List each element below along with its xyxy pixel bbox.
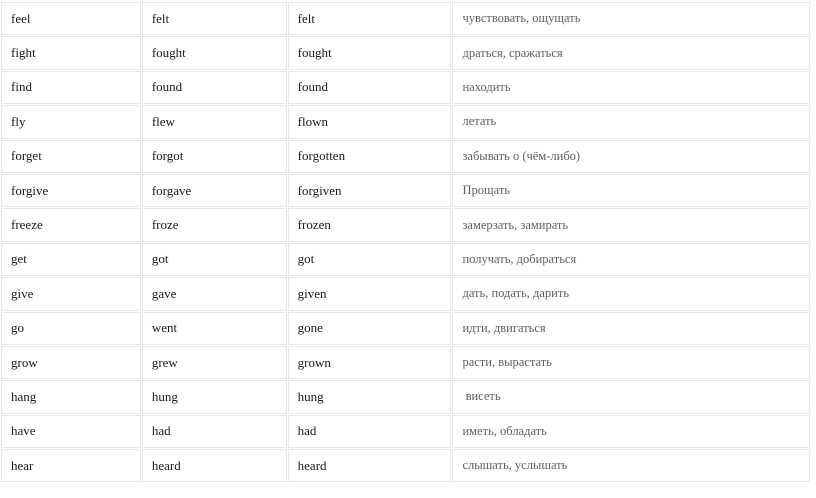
past-simple-cell: got [142,243,287,276]
translation-cell: получать, добираться [452,243,810,276]
past-simple-cell: forgave [142,174,287,207]
past-simple-cell: hung [142,380,287,413]
table-row [1,71,811,105]
translation-cell: находить [452,71,810,104]
table-row [1,312,811,346]
table-row [1,105,811,139]
base-form-cell: feel [1,2,141,35]
past-participle-cell: got [288,243,452,276]
base-form-cell: forget [1,140,141,173]
base-form-cell: forgive [1,174,141,207]
past-participle-cell: felt [288,2,452,35]
past-participle-cell: flown [288,105,452,138]
past-simple-cell: felt [142,2,287,35]
past-simple-cell: flew [142,105,287,138]
translation-cell: идти, двигаться [452,312,810,345]
table-row [1,277,811,311]
base-form-cell: grow [1,346,141,379]
base-form-cell: fly [1,105,141,138]
translation-cell: слышать, услышать [452,449,810,482]
base-form-cell: have [1,415,141,448]
table-row [1,2,811,36]
translation-cell: дать, подать, дарить [452,277,810,310]
past-simple-cell: found [142,71,287,104]
past-participle-cell: given [288,277,452,310]
translation-cell: чувствовать, ощущать [452,2,810,35]
past-simple-cell: froze [142,208,287,241]
past-simple-cell: heard [142,449,287,482]
past-simple-cell: had [142,415,287,448]
translation-cell: иметь, обладать [452,415,810,448]
past-participle-cell: grown [288,346,452,379]
base-form-cell: fight [1,36,141,69]
past-participle-cell: heard [288,449,452,482]
past-simple-cell: fought [142,36,287,69]
translation-cell: драться, сражаться [452,36,810,69]
past-participle-cell: forgotten [288,140,452,173]
table-row [1,140,811,174]
translation-cell: расти, вырастать [452,346,810,379]
past-simple-cell: grew [142,346,287,379]
past-simple-cell: gave [142,277,287,310]
past-participle-cell: fought [288,36,452,69]
translation-cell: Прощать [452,174,810,207]
past-participle-cell: gone [288,312,452,345]
past-participle-cell: found [288,71,452,104]
past-simple-cell: went [142,312,287,345]
table-row [1,243,811,277]
base-form-cell: freeze [1,208,141,241]
table-row [1,208,811,242]
irregular-verbs-table [1,2,811,483]
base-form-cell: give [1,277,141,310]
base-form-cell: get [1,243,141,276]
table-row [1,36,811,70]
table-row [1,449,811,483]
table-row [1,380,811,414]
base-form-cell: hang [1,380,141,413]
base-form-cell: go [1,312,141,345]
translation-cell: забывать о (чём-либо) [452,140,810,173]
past-participle-cell: hung [288,380,452,413]
table-row [1,174,811,208]
table-row [1,415,811,449]
base-form-cell: hear [1,449,141,482]
translation-cell: висеть [452,380,810,413]
past-participle-cell: frozen [288,208,452,241]
table-row [1,346,811,380]
base-form-cell: find [1,71,141,104]
past-participle-cell: forgiven [288,174,452,207]
translation-cell: летать [452,105,810,138]
past-participle-cell: had [288,415,452,448]
translation-cell: замерзать, замирать [452,208,810,241]
past-simple-cell: forgot [142,140,287,173]
